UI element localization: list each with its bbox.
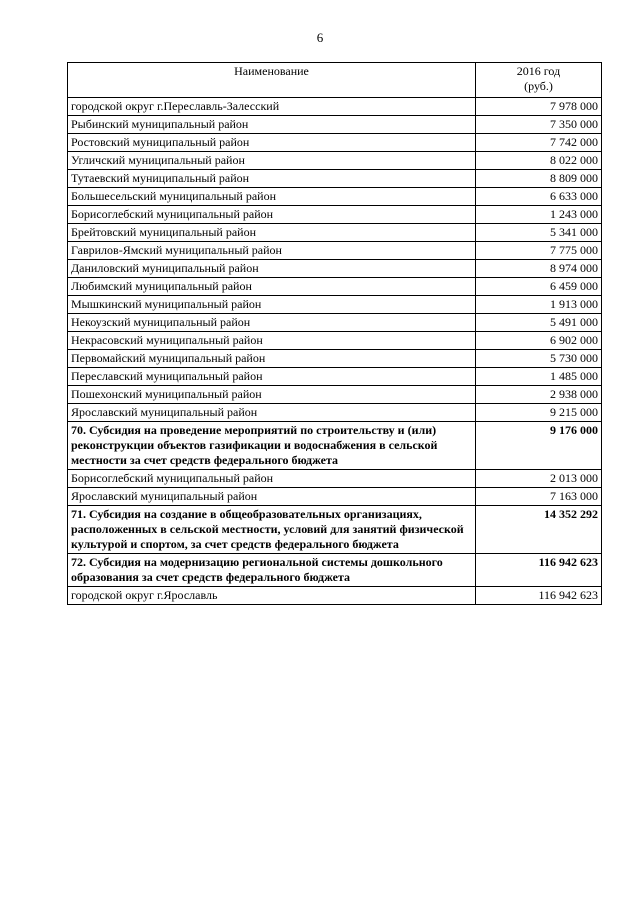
table-row: [68, 314, 602, 332]
table-row: [68, 296, 602, 314]
row-name: Брейтовский муниципальный район: [68, 224, 476, 242]
row-amount: 9 176 000: [476, 422, 602, 470]
row-amount: 7 163 000: [476, 488, 602, 506]
row-name: Борисоглебский муниципальный район: [68, 470, 476, 488]
row-name: Переславский муниципальный район: [68, 368, 476, 386]
row-name: Ростовский муниципальный район: [68, 134, 476, 152]
row-amount: 116 942 623: [476, 587, 602, 605]
table-row: [68, 350, 602, 368]
row-name: 70. Субсидия на проведение мероприятий по строительству и (или) реконструкции объектов газификации и водоснабжения в сельской местности за счет средств федерального бюджета: [68, 422, 476, 470]
table-row: [68, 332, 602, 350]
row-name: Тутаевский муниципальный район: [68, 170, 476, 188]
row-name: городской округ г.Ярославль: [68, 587, 476, 605]
row-amount: 6 902 000: [476, 332, 602, 350]
row-name: Большесельский муниципальный район: [68, 188, 476, 206]
row-amount: 6 459 000: [476, 278, 602, 296]
row-amount: 2 013 000: [476, 470, 602, 488]
row-name: 72. Субсидия на модернизацию региональной системы дошкольного образования за счет средств федерального бюджета: [68, 554, 476, 587]
table-row: [68, 386, 602, 404]
row-amount: 6 633 000: [476, 188, 602, 206]
table-row: [68, 98, 602, 116]
row-amount: 116 942 623: [476, 554, 602, 587]
header-amount-label: 2016 год (руб.): [516, 64, 561, 93]
table-row: [68, 260, 602, 278]
table-row: [68, 368, 602, 386]
row-amount: 9 215 000: [476, 404, 602, 422]
header-amount: [476, 63, 602, 98]
table-header-row: [68, 63, 602, 98]
page-number: 6: [316, 30, 324, 45]
row-amount: 1 913 000: [476, 296, 602, 314]
row-name: Рыбинский муниципальный район: [68, 116, 476, 134]
row-amount: 1 485 000: [476, 368, 602, 386]
row-name: Даниловский муниципальный район: [68, 260, 476, 278]
table-row: [68, 470, 602, 488]
section-row: [68, 422, 602, 470]
row-amount: 7 742 000: [476, 134, 602, 152]
row-amount: 8 809 000: [476, 170, 602, 188]
table-row: [68, 242, 602, 260]
table-row: [68, 188, 602, 206]
table-row: [68, 404, 602, 422]
row-amount: 7 978 000: [476, 98, 602, 116]
row-name: Борисоглебский муниципальный район: [68, 206, 476, 224]
section-row: [68, 554, 602, 587]
row-amount: 1 243 000: [476, 206, 602, 224]
row-name: Некрасовский муниципальный район: [68, 332, 476, 350]
row-amount: 5 730 000: [476, 350, 602, 368]
table-row: [68, 488, 602, 506]
row-amount: 14 352 292: [476, 506, 602, 554]
row-name: Ярославский муниципальный район: [68, 404, 476, 422]
row-name: Мышкинский муниципальный район: [68, 296, 476, 314]
row-name: Любимский муниципальный район: [68, 278, 476, 296]
table-row: [68, 224, 602, 242]
table-row: [68, 134, 602, 152]
table-row: [68, 170, 602, 188]
table-body: [68, 98, 602, 605]
header-name: Наименование: [68, 63, 476, 98]
row-amount: 2 938 000: [476, 386, 602, 404]
row-amount: 5 341 000: [476, 224, 602, 242]
row-name: 71. Субсидия на создание в общеобразовательных организациях, расположенных в сельской местности, условий для занятий физической культурой и спортом, за счет средств федерального бюджета: [68, 506, 476, 554]
row-amount: 8 974 000: [476, 260, 602, 278]
table-row: [68, 152, 602, 170]
table-row: [68, 587, 602, 605]
row-name: Гаврилов-Ямский муниципальный район: [68, 242, 476, 260]
section-row: [68, 506, 602, 554]
row-name: Пошехонский муниципальный район: [68, 386, 476, 404]
subsidy-table: [67, 62, 602, 605]
row-name: Некоузский муниципальный район: [68, 314, 476, 332]
row-amount: 5 491 000: [476, 314, 602, 332]
table-row: [68, 116, 602, 134]
table-row: [68, 278, 602, 296]
row-amount: 7 350 000: [476, 116, 602, 134]
row-name: городской округ г.Переславль-Залесский: [68, 98, 476, 116]
row-amount: 7 775 000: [476, 242, 602, 260]
row-name: Первомайский муниципальный район: [68, 350, 476, 368]
row-name: Угличский муниципальный район: [68, 152, 476, 170]
row-name: Ярославский муниципальный район: [68, 488, 476, 506]
table-row: [68, 206, 602, 224]
row-amount: 8 022 000: [476, 152, 602, 170]
